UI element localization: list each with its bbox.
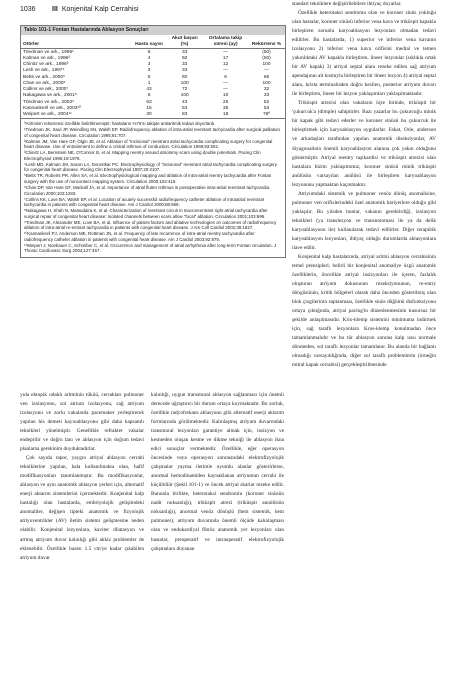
table-cell: —: [223, 68, 228, 74]
paragraph: Atriyumdaki sistemik ve pulmoner venöz dönüş anomalisine, pulmoner ven orifislerindeki özel anatomik bariyerlere olduğu gibi yaklaşılır. Bu yüzden bunlar, vakanın gerektirdiği, izolasyon teknikleri (ya translezyon ve transnotoması ile ya da delik karyoablasyonu ile) kullanılarak tedavi edilirler. Diğer terapötik karyoablasyon lezyonları, ihtiyaç olduğu durumlarda ablasyonlara ilave edilir.: [292, 190, 436, 251]
table-cell: 33: [263, 93, 270, 99]
paragraph: Triküspit atrezisi olan vakaların üçte birinde, triküspit bir 'çukurcuk'a (dimple) sahiptirler. Bazı yazarlar bu çukurcuğu minik bir kapak gibi tedavi ederler ve koroner sinüsü bu çukurcuk ile birleştirmek için karyoablasyon uygularlar. Fakat, Orie, anderson ve arkadaşları tarafından yapılan anatomik diseksiyonlar, AV diyagonalinin önemli karyoablasyon alanına çok yakın olduğunu göstermiştir. Atriyal reentry taşikardisi ve triküspit atrezisi olan hastalara bizim yaklaşımımız, koroner sinüsü minik triküspit anülüsün varsayılan anülüsü ile birleştiren karyoablasyon lezyonunu yapmaktan kaçınmaktır.: [292, 100, 436, 188]
table-cell: 32: [263, 87, 270, 92]
table-cell: 83: [181, 112, 188, 117]
table-cell: 33: [181, 68, 188, 74]
paragraph: Çok sayıda rapor, yaygın atriyal ablasyon cerrahi tekniklerine yapılan, hala kullanılmakta olan, hafif modifikasyonları tanımlanmıştır. Bu modifikasyonlar, ablasyon ve aynı anatomik ablasyon yerleri için, alternatif enerji aktarım sistemlerini içermektedir. Konjenital kalp hastalığı olan hastalarda, embriyolojik gelişimdeki anomaliler, değişen tipteki anatomik ve fizyolojik atriyoventrikler (AV) iletim sistemi gelişmesine neden olabilir. Konjenital lezyonlara, kaviter dilatasyon ve artmış atriyum duvar kalınlığı gibi akkiz problemler de eklenebilir. Özellikle bazen 1.5 cm'ye kadar çıkabilen atriyum duvar: [20, 455, 144, 561]
table-cell: 1: [147, 80, 151, 86]
body-column-middle: [151, 391, 284, 554]
column-header-followup: Ortalama takip süresi (ay): [203, 35, 248, 49]
table-cell: 12: [222, 62, 229, 67]
table-cell: 10: [222, 93, 229, 99]
table-cell: (50): [262, 49, 271, 55]
footnote: ⁶Chan DP, Van Hare GF, Mackall JA, et al. Importance of atrial flutter isthmus in postoperative intra-atrial reentrant tachycardia. Circulation 2000;102:1283.: [24, 185, 271, 196]
footnote: ¹Triedman JK, Saul JP, Weindling SN, Walsh EP. Radiofrequency ablation of intra-atrial reentrant tachycardia after surgical palliation of congenital heart disease. Circulation 1995;91:707.: [24, 127, 280, 138]
chapter-heading: [52, 6, 139, 13]
table-cell: Triedman ve ark., 2002⁹: [23, 99, 75, 105]
footnote: ⁸Nakagawa H, Shah N, Matsudaira K, et al. Characterization of reentrant circuit in macroreentrant right atrial tachycardia after surgical repair of congenital heart disease: Isolated channels between scars allow "focal" ablation. Circulation 2001;103:699.: [24, 208, 268, 219]
table-cell: 76ª: [262, 112, 271, 117]
table-grid: [21, 35, 285, 118]
table-cell: Chinitz ve ark., 1996³: [23, 62, 69, 67]
table-cell: 100: [262, 62, 271, 67]
table-cell: Kannankeril ve ark., 2003¹⁰: [23, 105, 81, 111]
table-cell: 5: [147, 74, 151, 80]
body-column-left: [20, 391, 144, 563]
page-number: 1036: [20, 6, 36, 13]
footnote: ²Kalman JM, Van Hare GF, Olgin JE, et al. Ablation of "incisional" reentrant atrial tachycardia complicating surgery for congenital heart disease. Use of entrainment to define a critical isthmus of conduction. Circulation 1996;93:502.: [24, 138, 273, 150]
table-cell: 72: [181, 87, 188, 92]
table-cell: —: [223, 80, 228, 86]
table-cell: 60: [181, 74, 188, 80]
table-row: [21, 49, 285, 56]
table-cell: 53: [181, 105, 188, 111]
footnote: ⁴Lesh MD, Kalman JM, Saxon LA, Dorostkar PC. Electrophysiology of "incisional" reentrant atrial tachycardia complicating surgery for congenital heart disease. Pacing Clin Electrophysiol 1997;20:2107.: [24, 161, 277, 173]
table-cell: 33: [181, 62, 188, 67]
column-header-patients: Hasta sayısı: [132, 35, 166, 49]
table-cell: Lesh ve ark., 1997⁴: [23, 68, 65, 74]
column-header-acute-success: Akut başarı (%): [166, 35, 203, 49]
table-cell: 100: [180, 80, 189, 86]
footnote: ªAritminin rekürrensi özellikle belirtilmemiştir; hastaların %76'sı takipte antiaritmik tedavi alıyorlardı.: [24, 120, 216, 126]
footnote: ³Chinitz LA, Bernstein NE, O'Connor B, et al. Mapping reentry around atriotomy scars using double potentials. Pacing Clin Electrophysiol 1996;19:1978.: [24, 150, 261, 161]
table-cell: 63: [146, 99, 152, 105]
table-cell: 3: [147, 62, 151, 67]
table-footnotes: [21, 118, 285, 257]
table-cell: 15: [146, 105, 152, 111]
table-cell: —: [223, 49, 228, 55]
paragraph: Konjenital kalp hastalarında, atriyal aritmi ablasyon cerrahisinin temel prensipleri; belirli bir konjenital anomaliye özgü anatomik özelliklerin, öncelikle atriyal insizyonları ile içeren, fazlalık oluşturan atriyum dokusunun rezeksiyonunun, re-entry döngüsünün, kritik bölgeleri olarak daha önceden gösterilmiş olan blok çizgilerinin saptanması, özellikle sinüs düğümü disfonksiyonu ortaya çıktığında, atriyal pacing'in düzenlenmesinin kusursuz bir şekilde anlaşılmasıdır. Krio-klemp sistemini minimuma indirmek için, sağ taraflı lezyonlara Kros-klemp konulmadan önce tamamlanmalıdır ve bu tür ablasyon sonrası kalp ısısı normale dönmeden, sol taraflı lezyonlar tamamlanır. Bu alanda bir bağlantı olmadığı varsayıldığında, diğer sol taraflı problemlerin (örneğin mitral kapak cerrahisi) gerçekleştirilmesinde: [292, 253, 436, 369]
table-cell: 43: [146, 87, 152, 92]
table-cell: 18: [222, 112, 229, 117]
table-cell: (50): [262, 55, 271, 61]
table-cell: 6: [147, 49, 151, 55]
table-body: [21, 49, 285, 118]
table-cell: 6: [147, 93, 151, 99]
column-header-recurrence: Rekürrens %: [248, 35, 285, 49]
table-cell: —: [264, 68, 269, 74]
paragraph: yıda ektopik odaklı aritminin tüküü, cerrahları pulmoner ven izolasyonu, sol atrium izolasyonu, sağ atriyum izolasyonu ve zorlu vakalarda pacemaker yerleştirerek yapılan his demeti kayıoablasyonu gibi daha kapsamlı teknikleri yönelmiştir. Genellikle refrakter vakalar endeprilir ve doğru tanı ve ablasyon için doğum tedavi planlama gerekinim duyduktadırlar.: [20, 392, 144, 453]
table-cell: 6: [224, 74, 227, 80]
table-cell: Kalman ve ark., 1996²: [23, 55, 70, 61]
table-cell: 43: [181, 99, 188, 105]
table-cell: 30: [146, 112, 152, 117]
table-cell: Chan ve ark., 2000⁶: [23, 80, 66, 86]
table-cell: 53: [263, 105, 270, 111]
paragraph: Özellikle heterotaksi sendromu olan ve koroner sinüs yokluğu olan hastalar, koroner sinüsü inferior vena kava ve triküspit kapakla birleştiren zorunlu karyoablasyon lezyonları olmadan tedavi edilirler. Bu hastalarda; 1) superior ve inferior vena kavanın izolasyonu 2) inferior vena kava orifisini medial ve temen yakınlıktaki AV kapakla birleştiren, lineer lezyonlar (sıklıkla ortak bir AV kapak) 3) atriyal septal alanı rezeke edilen sağ atriyum apendajının alt kısmıyla birleştiren bir lineer lezyon 4) atriyal septal alanı, krista terminalisden doğru kesilen, posterior atriyum duvarı ile birleştiren, lineer bir lezyon yaklaşımları yaklaşılmaktadır.: [292, 10, 436, 98]
body-column-right: [292, 0, 436, 370]
part-title: Konjenital Kalp Cerrahisi: [61, 6, 139, 13]
table-cell: 52: [263, 99, 270, 105]
table-cell: 17: [222, 55, 229, 61]
table-cell: Betts ve ark., 2000⁵: [23, 74, 65, 80]
footnote: ⁵Betts TR, Roberts PR, Allen SA, et al. Electrophysiological mapping and ablation of intra-atrial reentry tachycardia after Fontan surgery with the use of noncontact mapping system. Circulation 2000;102:419.: [24, 173, 272, 184]
table-cell: 4: [147, 55, 151, 61]
table-cell: —: [223, 87, 228, 92]
table-title: Tablo 101-1 Fontan Hastalarında Ablasyon Sonuçları: [21, 26, 285, 35]
footnote: ⁷Collins KK, Love BA, Walsh EP, et al. Location of acutely successful radiofrequency catheter ablation of intraatrial reentrant tachycardia in patients with congenital heart disease. Am J Cardiol 2000;86:969.: [24, 196, 265, 208]
table-cell: Nakagawa ve ark., 2001⁸: [23, 93, 77, 99]
table-cell: 25: [222, 99, 229, 105]
table-cell: Collins ve ark., 2000⁷: [23, 87, 69, 92]
table-cell: 100: [262, 80, 271, 86]
paragraph: kalınlığı, uygun transmural ablasyon sağlanması için önemli derecede uğraştırıcı bir durum ortaya koymaktadır. Bu zorluk, özellikle radyofrekans ablasyonu gibi alternatif enerji aktarım formlarında görülmektedir. Kalınlaşmış atriyum duvarındaki transmural lezyonları garantiye almak için, insizyon ve kesmeden oluşan kesme ve dikme tekniği ile ablasyon ikna edici sonuçlar vermektedir. Özellikle, eğer operasyon öncesinde veya operasyon sonrasındaki elektrofizyolojik çalışmalar yayma iletimle uyumlu alanlar gösterirlerse, anormal hemodinamiden kaynaklanan atriyumun cerrahi ile küçültülür (Şekil 101-1) ve öncek atriyal skarlar rezeke edilir. Bununla birlikte, heterotaksi sendromlu (koroner sinüsün nadir noksanlığı), triküspit atrezi (triküspit annülüsün noksanlığı), anormal venöz dönüşlü (hem sistemik, hem pulmoner), atriyum duvarında önemli ölçüde kalınlaşması olan ve endokardiyal fibröz anatomik yer lezyonları olan hastalar, preoperatif ve intraoperatif elektrofizyolojik çalışmalara duyanan: [151, 392, 284, 552]
table-cell: 3: [147, 68, 151, 74]
table-cell: 100: [180, 93, 189, 99]
table-cell: 50: [181, 55, 188, 61]
table-cell: 66: [263, 74, 270, 80]
table-cell: Triedman ve ark., 1995¹: [23, 49, 74, 55]
footnote: ¹¹Weipert J, Noebauer C, Schreiber C, et al. Occurrence and management of atrial arrhythmia after long-term Fontan circulation. J Thorac Cardiovasc Surg 2004;127:457.: [24, 242, 277, 254]
paragraph: standart tekniklere değiştirilebilere ihtiyaç duyarlar.: [292, 1, 402, 7]
table-cell: 33: [181, 49, 188, 55]
footnote: ¹⁰Kannankeril PJ, Anderson ME, Rottman JN, et al. Frequency of late recurrence of intra-atrial reentry tachycardia after radiofrequency catheter ablation in patients with congenital heart disease. Am J Cardiol 2003;92:879.: [24, 231, 255, 242]
part-number: III: [52, 6, 58, 13]
table-cell: 38: [222, 105, 229, 111]
footnote: ⁹Triedman JK, Alexander ME, Love BA, et al. Influence of patient factors and ablative technologies on outcomes of radiofrequency ablation of intra-atrial re-entrant tachycardia in patients with congenital heart disease. J Am Coll Cardiol 2002;39:1827.: [24, 219, 277, 231]
ablation-results-table: [20, 25, 286, 258]
table-cell: Weipert ve ark., 2004¹¹: [23, 112, 72, 117]
column-header-authors: Otörler: [21, 35, 132, 49]
